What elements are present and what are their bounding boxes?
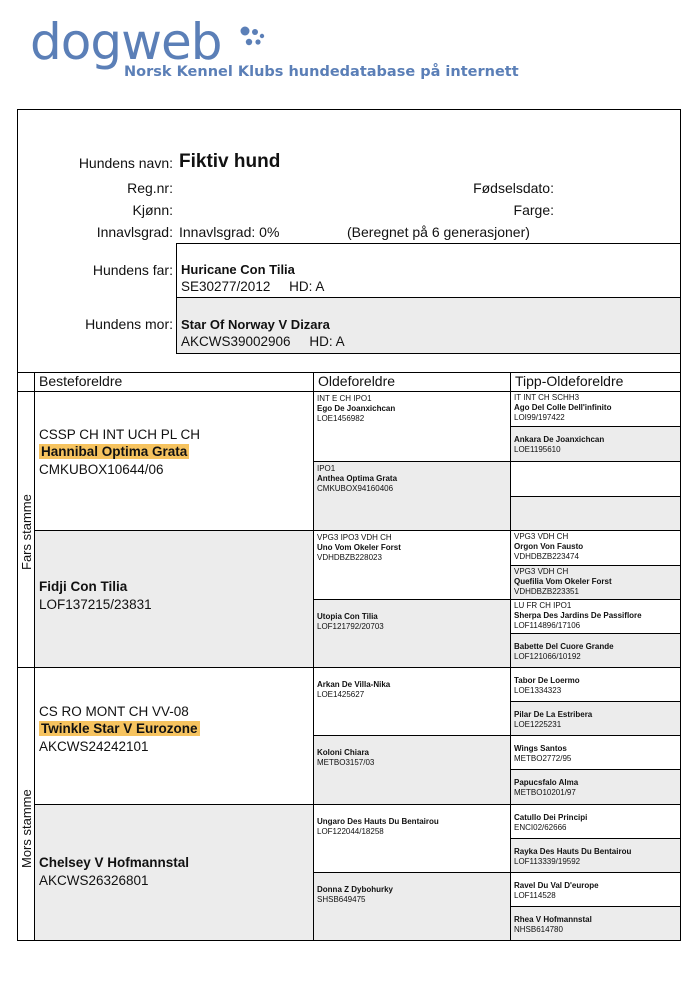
father-box xyxy=(176,243,681,298)
grandparent-reg: CMKUBOX10644/06 xyxy=(39,462,164,477)
grandparent-reg: AKCWS24242101 xyxy=(39,739,149,754)
mother-label: Hundens mor: xyxy=(85,316,173,332)
mother-side-label: Mors stamme xyxy=(19,789,34,868)
great-grandparent-cell: Arkan De Villa-Nika LOE1425627 xyxy=(313,667,511,736)
logo-subtitle: Norsk Kennel Klubs hundedatabase på internett xyxy=(124,64,519,80)
great-great-grandparent-cell: Rhea V Hofmannstal NHSB614780 xyxy=(510,906,681,941)
grandparent-cell xyxy=(34,391,314,531)
header-grandparents: Besteforeldre xyxy=(34,372,314,392)
great-grandparent-cell: Koloni Chiara METBO3157/03 xyxy=(313,735,511,805)
pedigree-table xyxy=(17,372,681,941)
reg-label: Reg.nr: xyxy=(127,180,173,196)
great-great-grandparent-cell: Catullo Dei Principi ENCI02/62666 xyxy=(510,804,681,839)
logo-wordmark: dogweb xyxy=(30,13,222,71)
great-grandparent-cell: VPG3 IPO3 VDH CH Uno Vom Okeler Forst VDHDBZB228023 xyxy=(313,530,511,600)
great-great-grandparent-cell: VPG3 VDH CH Quefilia Vom Okeler Forst VDHDBZB223351 xyxy=(510,565,681,600)
great-great-grandparent-cell: Ravel Du Val D'europe LOF114528 xyxy=(510,872,681,907)
grandparent-title: CS RO MONT CH VV-08 xyxy=(39,704,189,719)
grandparent-cell xyxy=(34,667,314,805)
great-grandparent-cell: IPO1 Anthea Optima Grata CMKUBOX94160406 xyxy=(313,461,511,531)
grandparent-name: Fidji Con Tilia xyxy=(39,579,128,594)
grandparent-cell xyxy=(34,530,314,668)
mother-name: Star Of Norway V Dizara xyxy=(181,317,330,332)
great-great-grandparent-cell: Pilar De La Estribera LOE1225231 xyxy=(510,701,681,736)
great-grandparent-cell: Ungaro Des Hauts Du Bentairou LOF122044/18258 xyxy=(313,804,511,873)
dogweb-logo xyxy=(30,13,519,84)
grandparent-cell xyxy=(34,804,314,941)
father-side-label: Fars stamme xyxy=(19,494,34,570)
great-great-grandparent-cell: Rayka Des Hauts Du Bentairou LOF113339/19592 xyxy=(510,838,681,873)
sex-label: Kjønn: xyxy=(132,202,173,218)
great-great-grandparent-cell: Tabor De Loermo LOE1334323 xyxy=(510,667,681,702)
mother-reg: AKCWS39002906 HD: A xyxy=(181,334,345,349)
grandparent-reg: AKCWS26326801 xyxy=(39,873,149,888)
great-great-grandparent-cell: Ankara De Joanxichcan LOE1195610 xyxy=(510,426,681,462)
father-name: Huricane Con Tilia xyxy=(181,262,295,277)
generations-note: (Beregnet på 6 generasjoner) xyxy=(347,224,530,240)
mother-side-column xyxy=(17,667,35,941)
great-great-grandparent-cell xyxy=(510,496,681,531)
father-reg: SE30277/2012 HD: A xyxy=(181,279,325,294)
grandparent-name: Hannibal Optima Grata xyxy=(41,444,188,459)
inbreeding-value: Innavlsgrad: 0% xyxy=(179,224,280,240)
father-label: Hundens far: xyxy=(92,262,173,278)
dog-name: Fiktiv hund xyxy=(179,151,281,172)
mother-hd: HD: A xyxy=(309,334,345,349)
great-great-grandparent-cell: Babette Del Cuore Grande LOF121066/10192 xyxy=(510,633,681,668)
grandparent-name: Chelsey V Hofmannstal xyxy=(39,855,190,870)
mother-box xyxy=(176,297,681,354)
great-grandparent-cell: Donna Z Dybohurky SHSB649475 xyxy=(313,872,511,941)
great-great-grandparent-cell: IT INT CH SCHH3 Ago Del Colle Dell'infinito LOI99/197422 xyxy=(510,391,681,427)
father-side-column xyxy=(17,391,35,668)
inbreeding-label: Innavlsgrad: xyxy=(96,224,173,240)
grandparent-title: CSSP CH INT UCH PL CH xyxy=(39,427,201,442)
great-great-grandparent-cell: Wings Santos METBO2772/95 xyxy=(510,735,681,770)
grandparent-name: Twinkle Star V Eurozone xyxy=(41,721,198,736)
header-great-grandparents: Oldeforeldre xyxy=(313,372,511,392)
birth-label: Fødselsdato: xyxy=(473,180,554,196)
great-grandparent-cell: INT E CH IPO1 Ego De Joanxichcan LOE1456982 xyxy=(313,391,511,462)
great-great-grandparent-cell xyxy=(510,461,681,497)
color-label: Farge: xyxy=(513,202,554,218)
great-grandparent-cell: Utopia Con Tilia LOF121792/20703 xyxy=(313,599,511,668)
great-great-grandparent-cell: LU FR CH IPO1 Sherpa Des Jardins De Passiflore LOF114896/17106 xyxy=(510,599,681,634)
header-great-great-grandparents: Tipp-Oldeforeldre xyxy=(510,372,681,392)
great-great-grandparent-cell: Papucsfalo Alma METBO10201/97 xyxy=(510,769,681,805)
father-hd: HD: A xyxy=(289,279,325,294)
paw-dots-icon xyxy=(235,22,275,58)
dog-name-label: Hundens navn: xyxy=(78,155,173,171)
grandparent-reg: LOF137215/23831 xyxy=(39,597,152,612)
great-great-grandparent-cell: VPG3 VDH CH Orgon Von Fausto VDHDBZB223474 xyxy=(510,530,681,566)
header-corner xyxy=(17,372,35,392)
